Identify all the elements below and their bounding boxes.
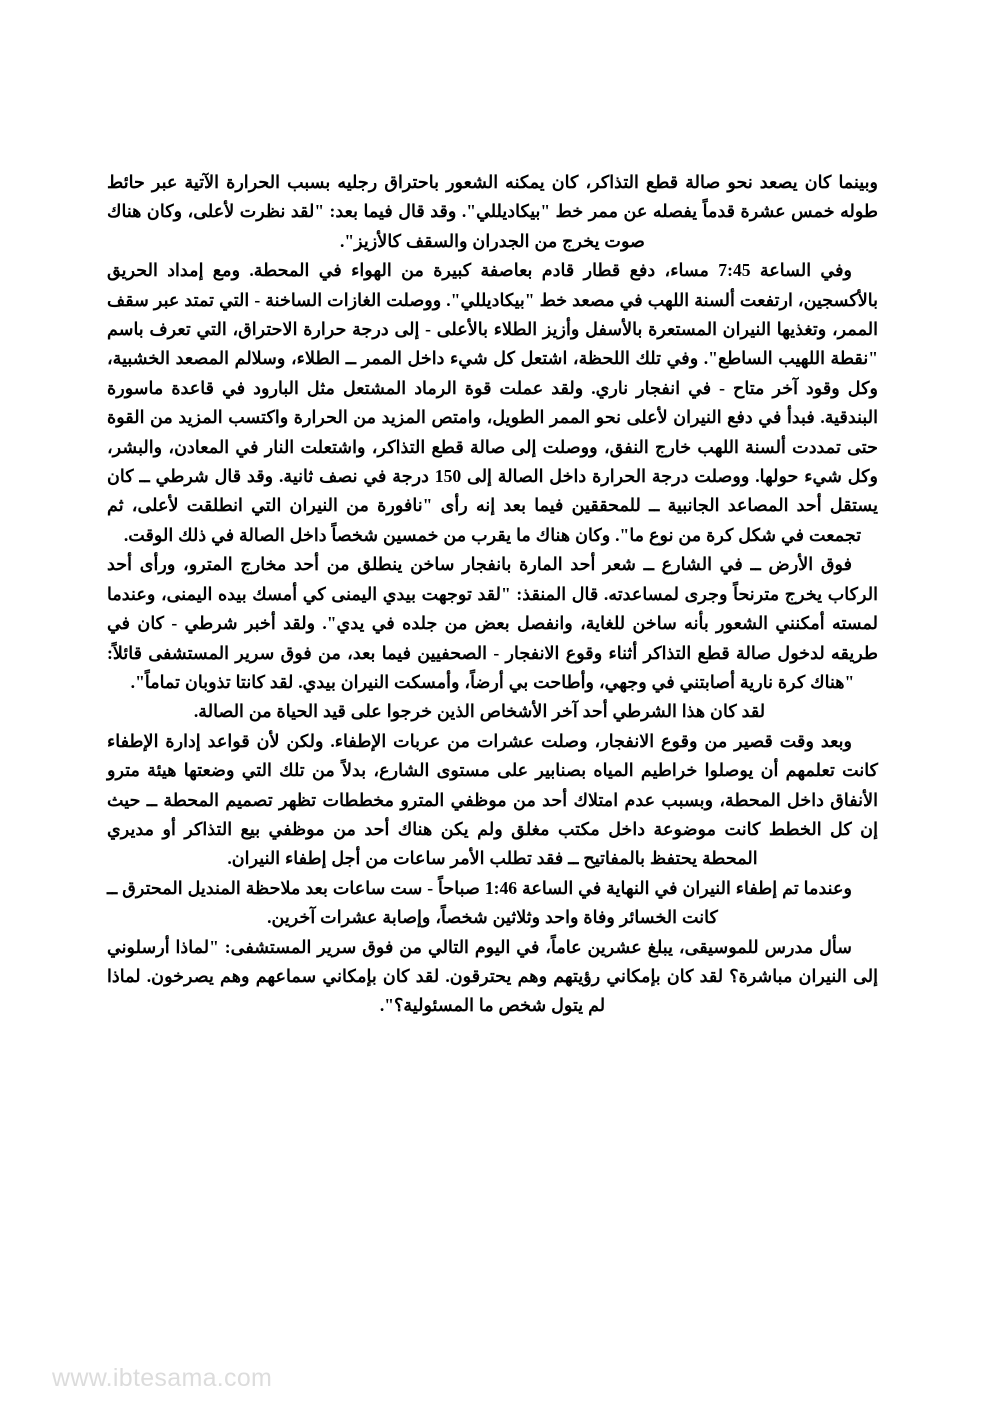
paragraph: وبعد وقت قصير من وقوع الانفجار، وصلت عشرات من عربات الإطفاء. ولكن لأن قواعد إدارة الإطفاء كانت تعلمهم أن يوصلوا خراطيم المياه بصنابير على مستوى الشارع، بدلاً من تلك التي وضعتها هيئة مترو الأنفاق داخل المحطة، وبسبب عدم امتلاك أحد من موظفي المترو مخططات تظهر تصميم المحطة ــ حيث إن كل الخطط كانت موضوعة داخل مكتب مغلق ولم يكن هناك أحد من موظفي بيع التذاكر أو مديري المحطة يحتفظ بالمفاتيح ــ فقد تطلب الأمر ساعات من أجل إطفاء النيران.	[107, 730, 878, 869]
paragraph: وبينما كان يصعد نحو صالة قطع التذاكر، كان يمكنه الشعور باحتراق رجليه بسبب الحرارة الآتية عبر حائط طوله خمس عشرة قدماً يفصله عن ممر خط "بيكاديللي". وقد قال فيما بعد: "لقد نظرت لأعلى، وكان هناك صوت يخرج من الجدران والسقف كالأزيز".	[107, 172, 878, 251]
paragraph: فوق الأرض ــ في الشارع ــ شعر أحد المارة بانفجار ساخن ينطلق من أحد مخارج المترو، ورأى أحد الركاب يخرج مترنحاً وجرى لمساعدته. قال المنقذ: "لقد توجهت بيدي اليمنى كي أمسك بيده اليمنى، وعندما لمسته أمكنني الشعور بأنه ساخن للغاية، وانفصل بعض من جلده في يدي". ولقد أخبر شرطي - كان في طريقه لدخول صالة قطع التذاكر أثناء وقوع الانفجار - الصحفيين فيما بعد، من فوق سرير المستشفى قائلاً: "هناك كرة نارية أصابتني في وجهي، وأطاحت بي أرضاً، وأمسكت النيران بيدي. لقد كانتا تذوبان تماماً".	[107, 554, 878, 692]
site-watermark: www.ibtesama.com	[52, 1364, 273, 1392]
document-body-text	[107, 168, 878, 1021]
paragraph: سأل مدرس للموسيقى، يبلغ عشرين عاماً، في اليوم التالي من فوق سرير المستشفى: "لماذا أرسلوني إلى النيران مباشرة؟ لقد كان بإمكاني رؤيتهم وهم يحترقون. لقد كان بإمكاني سماعهم وهم يصرخون. لماذا لم يتول شخص ما المسئولية؟".	[107, 936, 878, 1016]
paragraph: لقد كان هذا الشرطي أحد آخر الأشخاص الذين خرجوا على قيد الحياة من الصالة.	[193, 701, 766, 722]
paragraph: وفي الساعة 7:45 مساء، دفع قطار قادم بعاصفة كبيرة من الهواء في المحطة. ومع إمداد الحريق بالأكسجين، ارتفعت ألسنة اللهب في مصعد خط "بيكاديللي". ووصلت الغازات الساخنة - التي تمتد عبر سقف الممر، وتغذيها النيران المستعرة بالأسفل وأزيز الطلاء بالأعلى - إلى درجة حرارة الاحتراق، التي تعرف باسم "نقطة اللهيب الساطع". وفي تلك اللحظة، اشتعل كل شيء داخل الممر ــ الطلاء، وسلالم المصعد الخشبية، وكل وقود آخر متاح - في انفجار ناري. ولقد عملت قوة الرماد المشتعل مثل البارود في قاعدة ماسورة البندقية. فبدأ في دفع النيران لأعلى نحو الممر الطويل، وامتص المزيد من الحرارة واكتسب المزيد من القوة حتى تمددت ألسنة اللهب خارج النفق، ووصلت إلى صالة قطع التذاكر، واشتعلت النار في المعادن، والبشر، وكل شيء حولها. ووصلت درجة الحرارة داخل الصالة إلى 150 درجة في نصف ثانية. وقد قال شرطي ــ كان يستقل أحد المصاعد الجانبية ــ للمحققين فيما بعد إنه رأى "نافورة من النيران التي انطلقت لأعلى، ثم تجمعت في شكل كرة من نوع ما". وكان هناك ما يقرب من خمسين شخصاً داخل الصالة في ذلك الوقت.	[107, 260, 878, 545]
paragraph: وعندما تم إطفاء النيران في النهاية في الساعة 1:46 صباحاً - ست ساعات بعد ملاحظة المنديل المحترق ــ كانت الخسائر وفاة واحد وثلاثين شخصاً، وإصابة عشرات آخرين.	[107, 877, 852, 928]
